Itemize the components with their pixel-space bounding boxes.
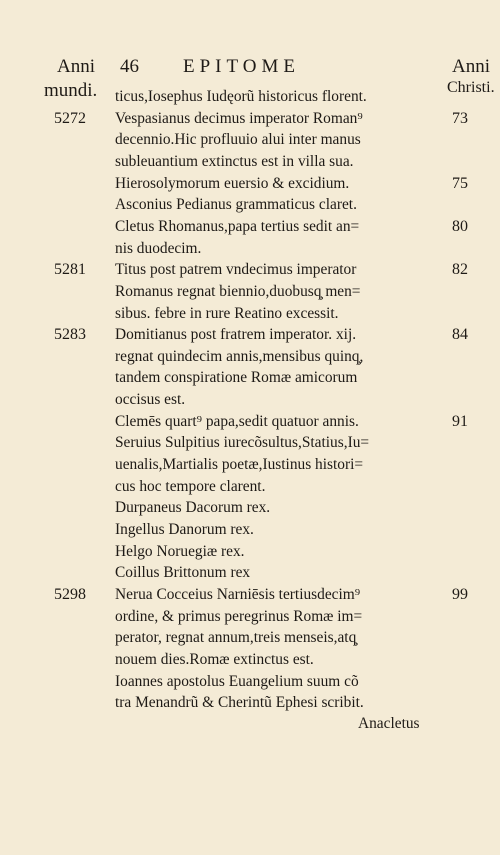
header-anni-right: Anni [452,56,490,77]
text-line: Hierosolymorum euersio & excidium. [115,174,350,192]
text-line: tandem conspiratione Romæ amicorum [115,369,358,387]
text-line: Romanus regnat biennio,duobusq̧ men= [115,282,361,300]
text-line: Domitianus post fratrem imperator. xij. [115,326,357,344]
header-christi: Christi. [447,79,495,96]
header-mundi: mundi. [44,80,98,101]
year-christi: 75 [452,174,468,192]
text-line: decennio.Hic profluuio alui inter manus [115,131,361,149]
year-christi: 80 [452,217,468,235]
text-line: Vespasianus decimus imperator Roman⁹ [115,109,363,127]
text-line: Ioannes apostolus Euangelium suum cõ [115,672,359,690]
text-line: Durpaneus Dacorum rex. [115,499,271,517]
page-number: 46 [120,56,139,77]
text-line: ticus,Iosephus Iudęorũ historicus florent. [115,88,367,105]
header-anni-left: Anni [57,56,95,77]
text-line: cus hoc tempore clarent. [115,477,266,495]
text-line: occisus est. [115,391,186,409]
running-title: EPITOME [183,56,300,77]
text-line: ordine, & primus peregrinus Romæ im= [115,607,363,625]
year-mundi: 5298 [54,585,86,603]
text-line: Coillus Brittonum rex [115,564,251,582]
text-line: sibus. febre in rure Reatino excessit. [115,304,339,322]
year-christi: 82 [452,261,468,279]
text-line: subleuantium extinctus est in villa sua. [115,152,354,170]
text-line: Nerua Cocceius Narniēsis tertiusdecim⁹ [115,585,361,603]
text-line: uenalis,Martialis poetæ,Iustinus histori= [115,456,364,474]
text-line: nouem dies.Romæ extinctus est. [115,650,314,668]
text-line: Seruius Sulpitius iurecõsultus,Statius,Iu= [115,434,370,452]
year-christi: 91 [452,412,468,430]
year-mundi: 5283 [54,326,86,344]
year-christi: 84 [452,326,468,344]
text-line: regnat quindecim annis,mensibus quinq̧, [115,347,364,365]
text-line: tra Menandrũ & Cherintũ Ephesi scribit. [115,694,364,712]
text-line: Titus post patrem vndecimus imperator [115,261,357,279]
text-line: perator, regnat annum,treis menseis,atq̧ [115,629,357,647]
year-christi: 73 [452,109,468,127]
text-line: Clemēs quart⁹ papa,sedit quatuor annis. [115,412,359,430]
text-line: Helgo Noruegiæ rex. [115,542,245,560]
year-christi: 99 [452,585,468,603]
text-line: Asconius Pedianus grammaticus claret. [115,196,357,214]
text-line: Cletus Rhomanus,papa tertius sedit an= [115,217,360,235]
catchword: Anacletus [358,715,420,732]
text-line: nis duodecim. [115,239,202,257]
year-mundi: 5272 [54,109,86,127]
text-line: Ingellus Danorum rex. [115,521,254,538]
year-mundi: 5281 [54,261,86,279]
